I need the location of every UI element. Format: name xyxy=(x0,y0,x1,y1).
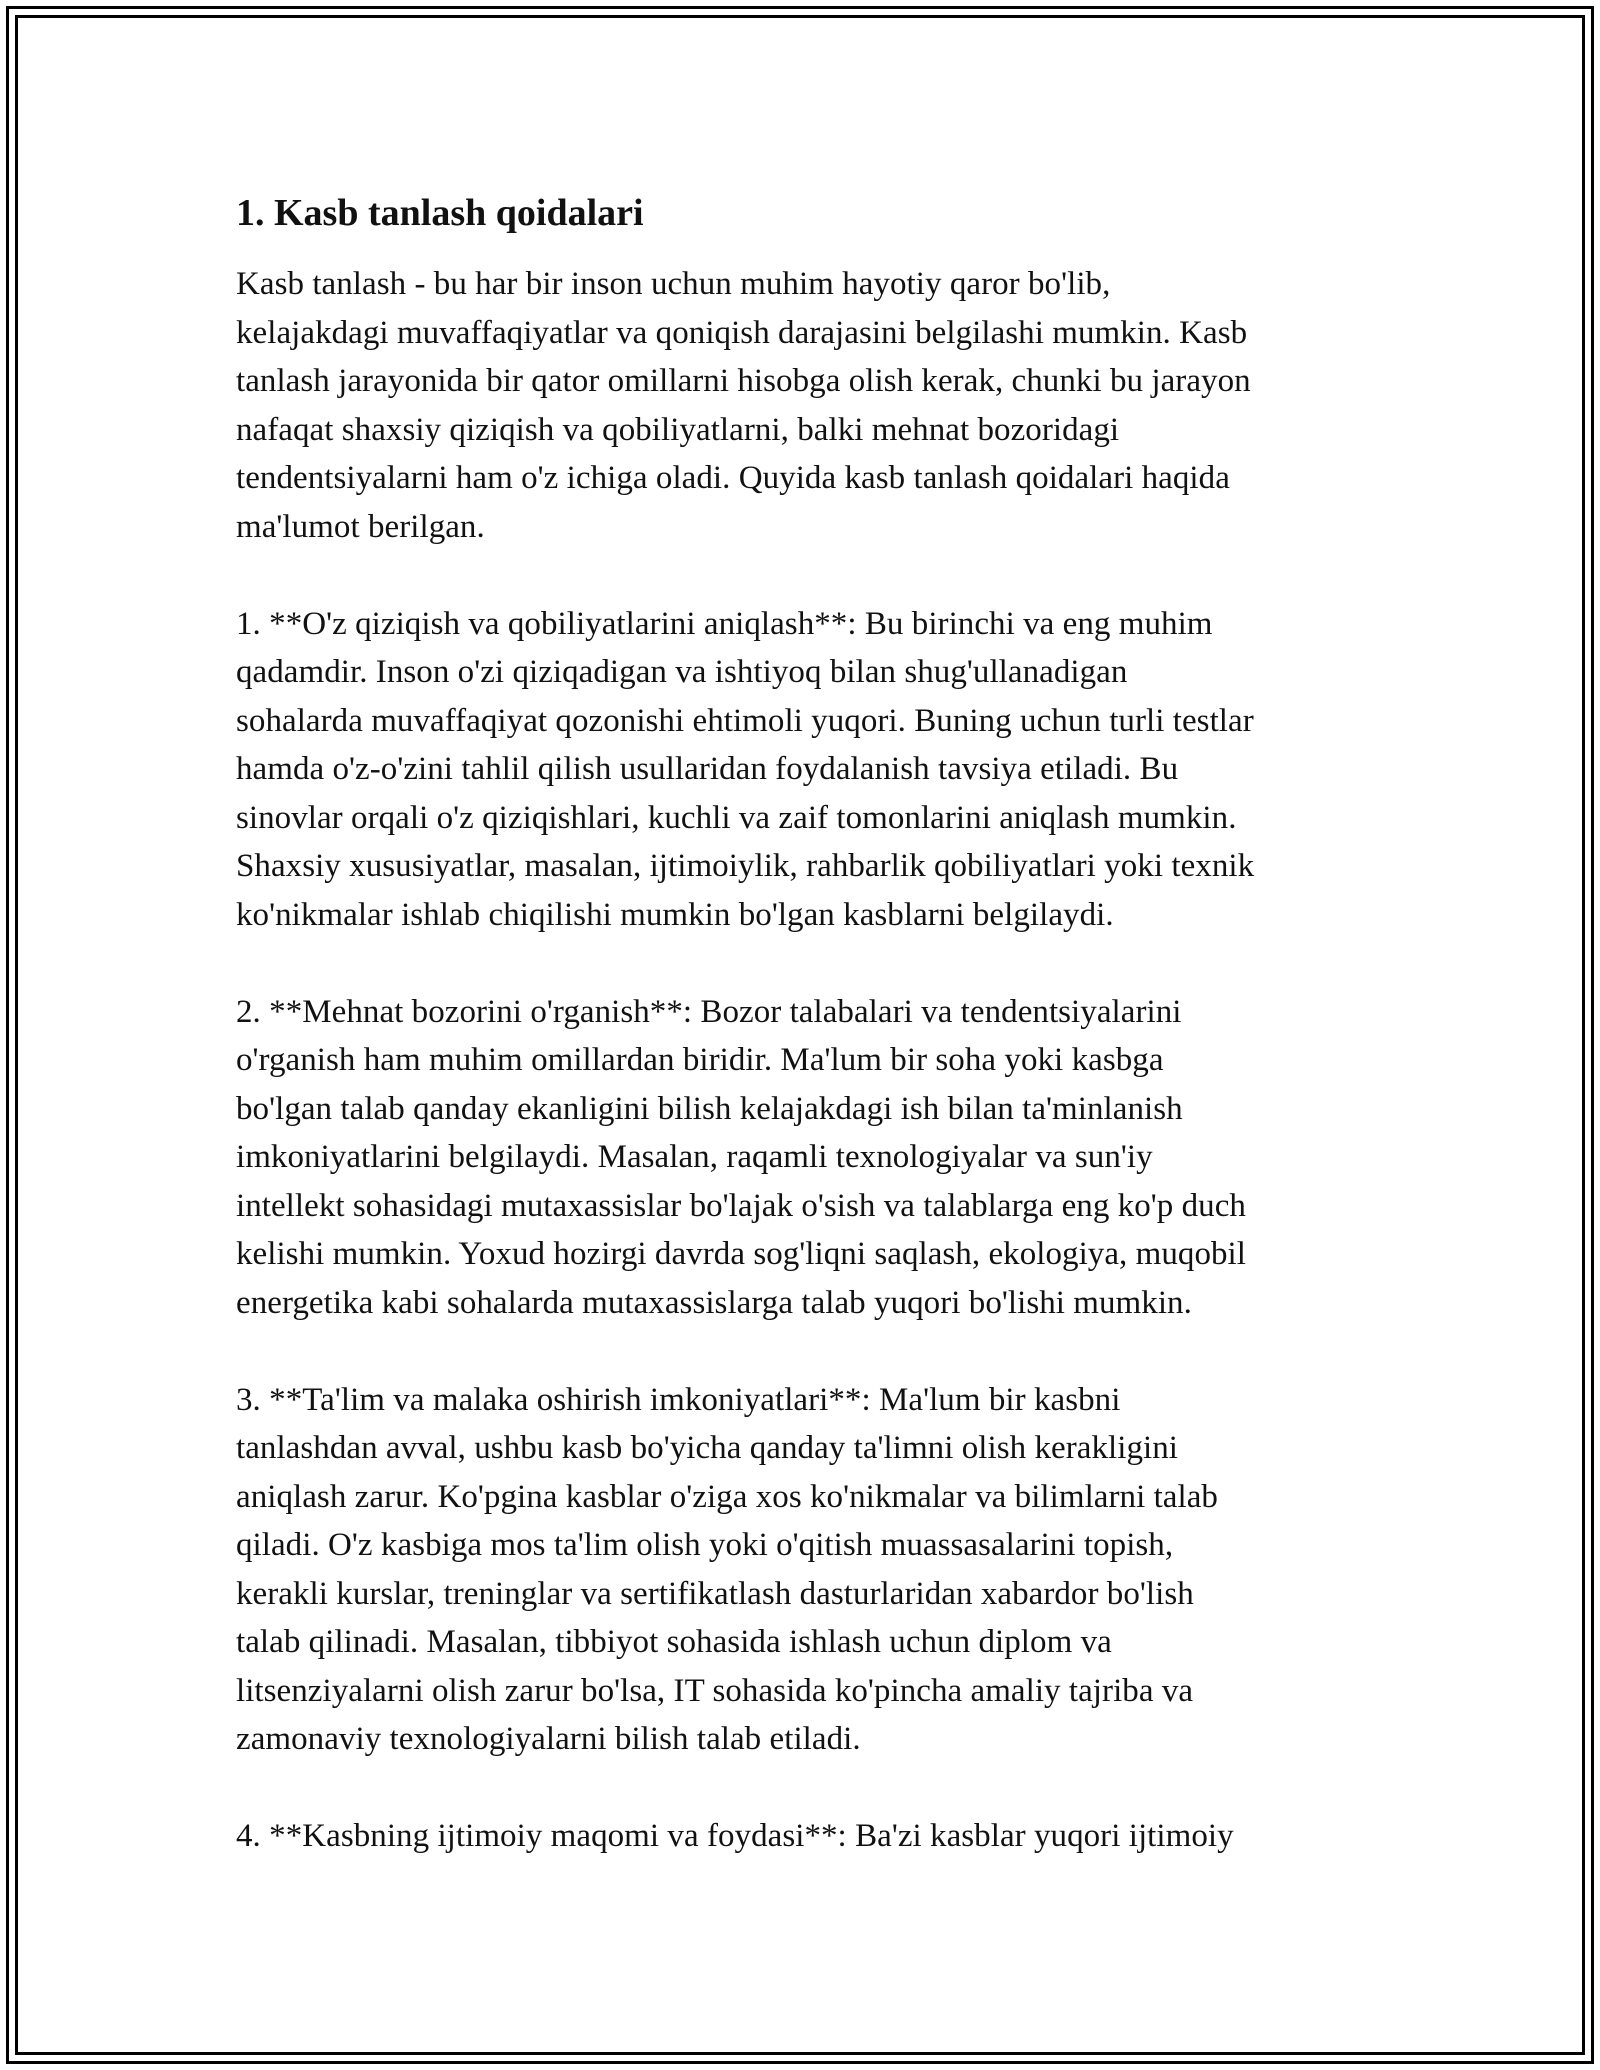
text-line: bo'lgan talab qanday ekanligini bilish kelajakdagi ish bilan ta'minlanish xyxy=(236,1090,1183,1127)
text-line: imkoniyatlarini belgilaydi. Masalan, raqamli texnologiyalar va sun'iy xyxy=(236,1139,1153,1175)
text-line: kerakli kurslar, treninglar va sertifikatlash dasturlaridan xabardor bo'lish xyxy=(236,1575,1194,1612)
text-line: tendentsiyalarni ham o'z ichiga oladi. Quyida kasb tanlash qoidalari haqida xyxy=(236,460,1230,496)
text-line: 3. **Ta'lim va malaka oshirish imkoniyatlari**: Ma'lum bir kasbni xyxy=(236,1381,1121,1418)
text-line: hamda o'z-o'zini tahlil qilish usullaridan foydalanish tavsiya etiladi. Bu xyxy=(236,751,1179,787)
text-line: aniqlash zarur. Ko'pgina kasblar o'ziga xos ko'nikmalar va bilimlarni talab xyxy=(236,1478,1218,1515)
text-line: litsenziyalarni olish zarur bo'lsa, IT sohasida ko'pincha amaliy tajriba va xyxy=(236,1672,1194,1709)
text-line: 1. **O'z qiziqish va qobiliyatlarini aniqlash**: Bu birinchi va eng muhim xyxy=(236,605,1213,642)
text-line: o'rganish ham muhim omillardan biridir. Ma'lum bir soha yoki kasbga xyxy=(236,1042,1164,1078)
text-line: talab qilinadi. Masalan, tibbiyot sohasida ishlash uchun diplom va xyxy=(236,1624,1112,1660)
text-line: sohalarda muvaffaqiyat qozonishi ehtimoli yuqori. Buning uchun turli testlar xyxy=(236,702,1254,739)
text-line: 4. **Kasbning ijtimoiy maqomi va foydasi**: Ba'zi kasblar yuqori ijtimoiy xyxy=(236,1818,1234,1854)
text-line: qiladi. O'z kasbiga mos ta'lim olish yoki o'qitish muassasalarini topish, xyxy=(236,1527,1174,1563)
text-line: tanlash jarayonida bir qator omillarni hisobga olish kerak, chunki bu jarayon xyxy=(236,363,1251,399)
text-line: tanlashdan avval, ushbu kasb bo'yicha qanday ta'limni olish kerakligini xyxy=(236,1430,1178,1466)
text-line: ma'lumot berilgan. xyxy=(236,508,485,545)
text-line: energetika kabi sohalarda mutaxassislarga talab yuqori bo'lishi mumkin. xyxy=(236,1284,1192,1321)
text-line: 2. **Mehnat bozorini o'rganish**: Bozor talabalari va tendentsiyalarini xyxy=(236,993,1182,1030)
paragraph-2 xyxy=(236,600,1376,940)
text-line: qadamdir. Inson o'zi qiziqadigan va ishtiyoq bilan shug'ullanadigan xyxy=(236,654,1128,690)
document-title: 1. Kasb tanlash qoidalari xyxy=(236,192,644,234)
paragraph-list xyxy=(236,260,1376,1861)
text-line: Kasb tanlash - bu har bir inson uchun muhim hayotiy qaror bo'lib, xyxy=(236,266,1111,302)
paragraph-1 xyxy=(236,260,1376,551)
text-line: Shaxsiy xususiyatlar, masalan, ijtimoiylik, rahbarlik qobiliyatlari yoki texnik xyxy=(236,848,1255,884)
text-line: zamonaviy texnologiyalarni bilish talab etiladi. xyxy=(236,1721,861,1757)
text-line: ko'nikmalar ishlab chiqilishi mumkin bo'lgan kasblarni belgilaydi. xyxy=(236,896,1114,933)
paragraph-3 xyxy=(236,988,1376,1328)
text-line: nafaqat shaxsiy qiziqish va qobiliyatlarni, balki mehnat bozoridagi xyxy=(236,411,1120,448)
paragraph-4 xyxy=(236,1376,1376,1764)
document-body xyxy=(236,186,1376,1909)
paragraph-5 xyxy=(236,1812,1376,1861)
text-line: kelishi mumkin. Yoxud hozirgi davrda sog'liqni saqlash, ekologiya, muqobil xyxy=(236,1236,1246,1272)
text-line: kelajakdagi muvaffaqiyatlar va qoniqish darajasini belgilashi mumkin. Kasb xyxy=(236,314,1248,351)
text-line: intellekt sohasidagi mutaxassislar bo'lajak o'sish va talablarga eng ko'p duch xyxy=(236,1187,1246,1224)
text-line: sinovlar orqali o'z qiziqishlari, kuchli va zaif tomonlarini aniqlash mumkin. xyxy=(236,799,1237,836)
